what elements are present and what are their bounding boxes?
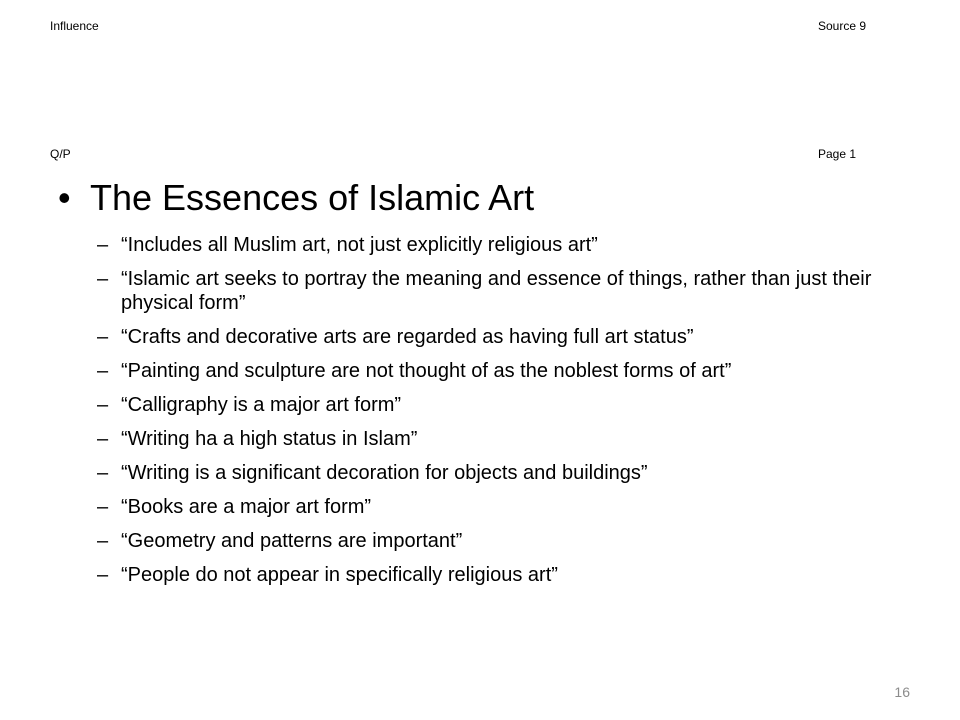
list-item-text: “Geometry and patterns are important” xyxy=(121,530,463,552)
list-item xyxy=(97,461,897,485)
list-item-text: “People do not appear in specifically religious art” xyxy=(121,564,558,586)
dash-icon: – xyxy=(97,394,109,416)
list-item xyxy=(97,563,897,587)
list-item xyxy=(97,495,897,519)
slide-title: The Essences of Islamic Art xyxy=(90,177,535,218)
header-qp-label: Q/P xyxy=(50,147,71,161)
dash-icon: – xyxy=(97,564,109,586)
dash-icon: – xyxy=(97,326,109,348)
list-item-text: “Painting and sculpture are not thought of as the noblest forms of art” xyxy=(121,360,732,382)
list-item-text: “Islamic art seeks to portray the meaning and essence of things, rather than just their physical form” xyxy=(121,268,872,314)
dash-icon: – xyxy=(97,530,109,552)
header-page-label: Page 1 xyxy=(818,147,857,161)
header-source-label: Source 9 xyxy=(818,19,867,33)
quote-list xyxy=(97,233,897,597)
page-number: 16 xyxy=(894,684,910,700)
dash-icon: – xyxy=(97,268,109,290)
list-item xyxy=(97,325,897,349)
list-item-text: “Writing ha a high status in Islam” xyxy=(121,428,418,450)
list-item xyxy=(97,529,897,553)
list-item-text: “Includes all Muslim art, not just explicitly religious art” xyxy=(121,234,598,256)
list-item xyxy=(97,427,897,451)
dash-icon: – xyxy=(97,462,109,484)
dash-icon: – xyxy=(97,496,109,518)
list-item-text: “Calligraphy is a major art form” xyxy=(121,394,402,416)
list-item-text: “Books are a major art form” xyxy=(121,496,372,518)
dash-icon: – xyxy=(97,360,109,382)
list-item xyxy=(97,267,897,315)
list-item-text: “Crafts and decorative arts are regarded as having full art status” xyxy=(121,326,694,348)
list-item xyxy=(97,393,897,417)
list-item-text: “Writing is a significant decoration for objects and buildings” xyxy=(121,462,648,484)
list-item xyxy=(97,233,897,257)
dash-icon: – xyxy=(97,234,109,256)
bullet-icon: • xyxy=(58,177,71,218)
slide-title-row xyxy=(58,176,918,220)
list-item xyxy=(97,359,897,383)
dash-icon: – xyxy=(97,428,109,450)
header-influence-label: Influence xyxy=(50,19,99,33)
